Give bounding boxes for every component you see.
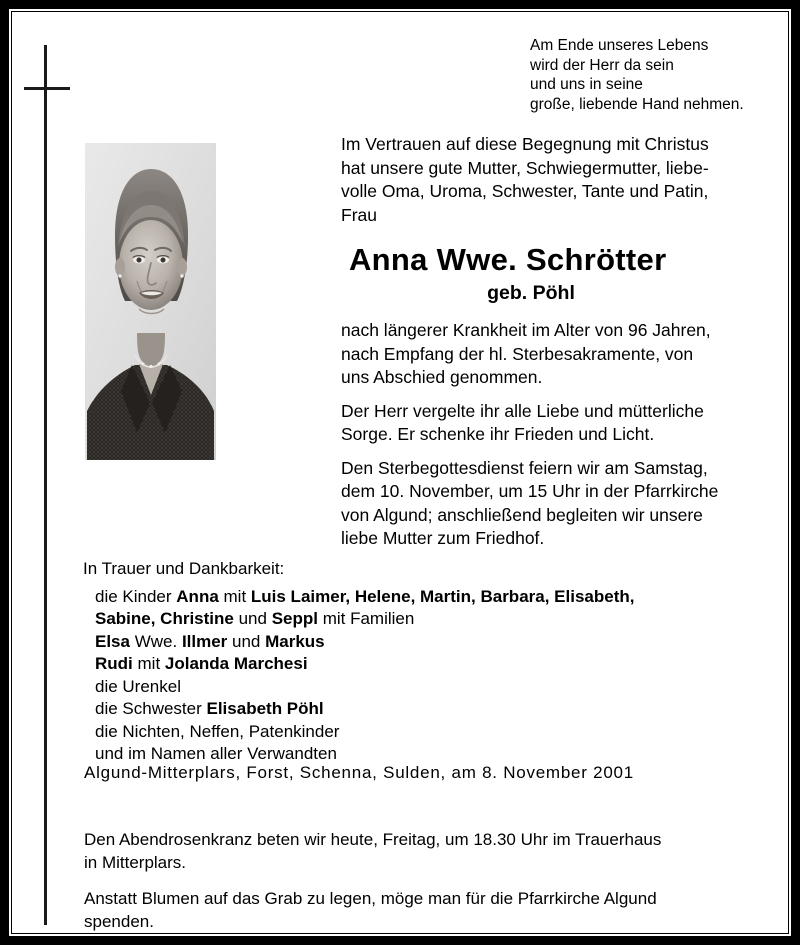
intro-line-4: Frau — [341, 204, 377, 225]
funeral-line-2: dem 10. November, um 15 Uhr in der Pfarrkirche — [341, 481, 719, 501]
death-line-3: uns Abschied genommen. — [341, 367, 543, 387]
mourner-line — [95, 721, 783, 744]
mourner-line — [95, 698, 783, 721]
funeral-line-4: liebe Mutter zum Friedhof. — [341, 528, 545, 548]
mourner-relation: Wwe. — [129, 631, 182, 651]
mourner-relation: die Kinder — [95, 586, 177, 606]
funeral-line-3: von Algund; anschließend begleiten wir unsere — [341, 504, 703, 525]
portrait-photo — [85, 143, 216, 460]
mourner-line — [95, 608, 783, 631]
mourner-name: Jolanda Marchesi — [164, 654, 308, 673]
mourners-title: In Trauer und Dankbarkeit: — [83, 559, 285, 578]
verse-line-1: Am Ende unseres Lebens — [530, 37, 709, 54]
rosary-line-1: Den Abendrosenkranz beten wir heute, Freitag, um 18.30 Uhr im Trauerhaus — [84, 830, 662, 849]
mourner-name: Seppl — [271, 609, 318, 628]
place-and-date: Algund-Mitterplars, Forst, Schenna, Sulden, am 8. November 2001 — [84, 763, 634, 782]
mourner-line — [95, 653, 783, 676]
donation-line-1: Anstatt Blumen auf das Grab zu legen, möge man für die Pfarrkirche Algund — [84, 889, 657, 908]
mourner-line — [95, 586, 783, 609]
mourner-name: Luis Laimer, Helene, Martin, Barbara, Elisabeth, — [250, 586, 635, 606]
mourner-relation: und im Namen aller Verwandten — [95, 744, 337, 763]
cross-icon-crossbar — [24, 87, 70, 90]
mourner-name: Rudi — [95, 654, 133, 673]
death-line-1: nach längerer Krankheit im Alter von 96 Jahren, — [341, 320, 711, 340]
mourner-relation: und — [233, 609, 272, 628]
death-line-2: nach Empfang der hl. Sterbesakramente, von — [341, 343, 694, 364]
death-paragraph — [341, 319, 781, 390]
mourner-name: Elsa — [95, 631, 130, 651]
mourner-relation: die Nichten, Neffen, Patenkinder — [95, 721, 340, 741]
blessing-line-1: Der Herr vergelte ihr alle Liebe und mütterliche — [341, 400, 704, 421]
mourner-relation: die Schwester — [95, 699, 207, 718]
intro-line-3: volle Oma, Uroma, Schwester, Tante und Patin, — [341, 181, 709, 201]
intro-paragraph — [341, 133, 781, 227]
mourner-name: Markus — [265, 631, 325, 651]
donation-line-2: spenden. — [84, 911, 154, 931]
mourner-relation: mit Familien — [317, 609, 415, 628]
blessing-line-2: Sorge. Er schenke ihr Frieden und Licht. — [341, 424, 655, 444]
mourner-relation: mit — [132, 654, 165, 673]
mourner-name: Illmer — [181, 631, 228, 651]
verse-line-4: große, liebende Hand nehmen. — [530, 95, 744, 113]
mourner-line — [95, 676, 783, 699]
deceased-name: Anna Wwe. Schrötter — [349, 242, 667, 277]
mourners-list — [95, 586, 783, 766]
mourning-border-right — [791, 0, 800, 945]
intro-line-2: hat unsere gute Mutter, Schwiegermutter, liebe- — [341, 157, 709, 178]
mourning-border-left — [0, 0, 9, 945]
mourner-relation: die Urenkel — [95, 676, 181, 696]
verse-line-2: wird der Herr da sein — [530, 56, 674, 74]
cross-icon — [44, 45, 47, 925]
mourner-line — [95, 631, 783, 654]
mourner-name: Sabine, Christine — [95, 609, 234, 628]
mourner-relation: mit — [218, 586, 251, 606]
mourner-name: Anna — [176, 586, 219, 606]
mourning-border-top — [0, 0, 800, 9]
mourner-relation: und — [227, 631, 266, 651]
mourners-block — [83, 558, 783, 766]
funeral-line-1: Den Sterbegottesdienst feiern wir am Samstag, — [341, 457, 708, 478]
rosary-line-2: in Mitterplars. — [84, 852, 187, 872]
main-text-column — [341, 133, 781, 561]
intro-line-1: Im Vertrauen auf diese Begegnung mit Christus — [341, 134, 709, 154]
opening-verse — [530, 36, 792, 114]
footer-notes — [84, 815, 784, 945]
verse-line-3: und uns in seine — [530, 76, 643, 93]
blessing-paragraph — [341, 400, 781, 447]
mourner-name: Elisabeth Pöhl — [206, 699, 324, 718]
deceased-maiden-name: geb. Pöhl — [487, 282, 575, 304]
funeral-paragraph — [341, 457, 781, 551]
